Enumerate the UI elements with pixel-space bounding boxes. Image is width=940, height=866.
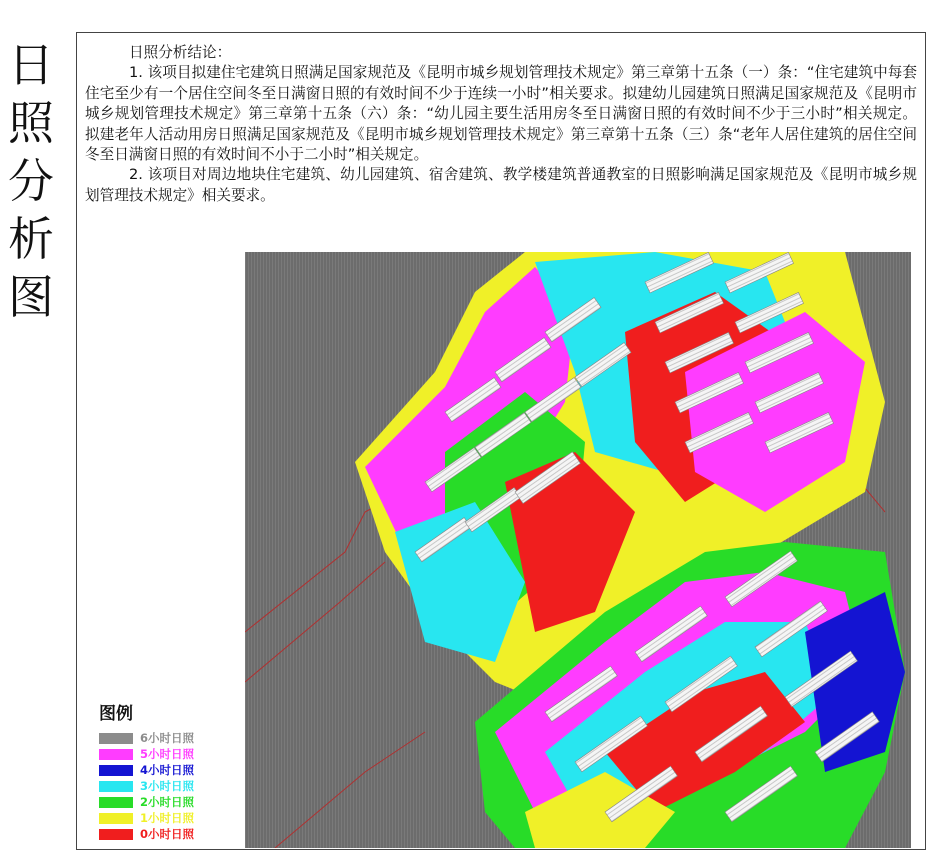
legend-item [99,810,239,826]
legend-title: 图例 [99,704,133,724]
sunlight-analysis-map [245,252,911,848]
title-char: 析 [8,212,54,266]
legend [99,699,239,842]
conclusion-text [85,43,917,206]
legend-label: 6小时日照 [140,731,195,745]
conclusion-paragraph-2: 2. 该项目对周边地块住宅建筑、幼儿园建筑、宿舍建筑、教学楼建筑普通教室的日照影响满足国家规范及《昆明市城乡规划管理技术规定》相关要求。 [85,166,917,204]
legend-item [99,778,239,794]
legend-item [99,730,239,746]
legend-label: 5小时日照 [140,747,195,761]
conclusion-heading: 日照分析结论： [129,44,232,61]
legend-swatch [99,829,133,840]
legend-swatch [99,813,133,824]
legend-swatch [99,749,133,760]
analysis-frame [76,32,926,850]
legend-label: 4小时日照 [140,763,195,777]
legend-swatch [99,797,133,808]
conclusion-paragraph-1: 1. 该项目拟建住宅建筑日照满足国家规范及《昆明市城乡规划管理技术规定》第三章第十五条（一）条：“住宅建筑中每套住宅至少有一个居住空间冬至日满窗日照的有效时间不少于连续一小时”相关要求。拟建幼儿园建筑日照满足国家规范及《昆明市城乡规划管理技术规定》第三章第十五条（六）条：“幼儿园主要生活用房冬至日满窗日照的有效时间不少于三小时”相关规定。拟建老年人活动用房日照满足国家规范及《昆明市城乡规划管理技术规定》第三章第十五条（三）条“老年人居住建筑的居住空间冬至日满窗日照的有效时间不小于二小时”相关规定。 [85,64,917,164]
title-char: 照 [8,96,54,150]
vertical-page-title [6,36,56,326]
legend-swatch [99,781,133,792]
legend-label: 3小时日照 [140,779,195,793]
legend-item [99,762,239,778]
legend-item [99,826,239,842]
title-char: 图 [8,270,54,324]
legend-item [99,746,239,762]
legend-label: 1小时日照 [140,811,195,825]
legend-items [99,730,239,842]
legend-label: 2小时日照 [140,795,195,809]
sunlight-map-svg [245,252,911,848]
title-char: 分 [8,154,54,208]
title-char: 日 [8,38,54,92]
legend-swatch [99,765,133,776]
legend-label: 0小时日照 [140,827,195,841]
legend-item [99,794,239,810]
legend-swatch [99,733,133,744]
